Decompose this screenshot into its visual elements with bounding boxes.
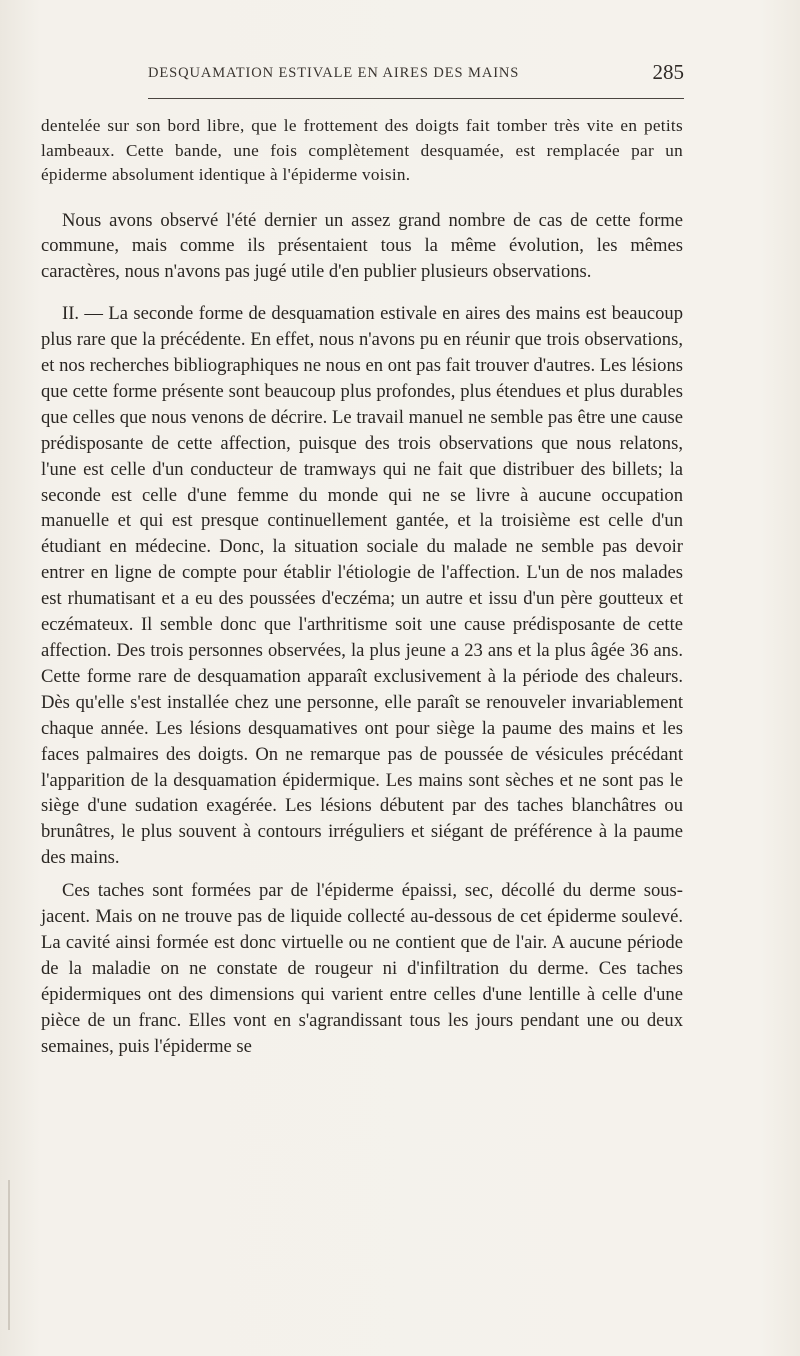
paragraph-second-form: II. — La seconde forme de desquamation estivale en aires des mains est beaucoup plus rare que la précédente. En effet, nous n'avons pu en réunir que trois observations, et nos recherches bibliographiques ne nous en ont pas fait trouver d'autres. Les lésions que cette forme présente sont beaucoup plus profondes, plus étendues et plus durables que celles que nous venons de décrire. Le travail manuel ne semble pas être une cause prédisposante de cette affection, puisque des trois observations que nous relatons, l'une est celle d'un conducteur de tramways qui ne fait que distribuer des billets; la seconde est celle d'une femme du monde qui ne se livre à aucune occupation manuelle et qui est presque continuellement gantée, et la troisième est celle d'un étudiant en médecine. Donc, la situation sociale du malade ne semble pas devoir entrer en ligne de compte pour établir l'étiologie de l'affection. L'un de nos malades est rhumatisant et a eu des poussées d'eczéma; un autre et issu d'un père goutteux et eczémateux. Il semble donc que l'arthritisme soit une cause prédisposante de cette affection. Des trois personnes observées, la plus jeune a 23 ans et la plus âgée 36 ans. Cette forme rare de desquamation apparaît exclusivement à la période des chaleurs. Dès qu'elle s'est installée chez une personne, elle paraît se renouveler invariablement chaque année. Les lésions desquamatives ont pour siège la paume des mains et les faces palmaires des doigts. On ne remarque pas de poussée de vésicules précédant l'apparition de la desquamation épidermique. Les mains sont sèches et ne sont pas le siège d'une sudation exagérée. Les lésions débutent par des taches blanchâtres ou brunâtres, le plus souvent à contours irréguliers et siégant de préférence à la paume des mains. [41,303,683,869]
running-head: DESQUAMATION ESTIVALE EN AIRES DES MAINS [148,65,520,81]
header-rule [148,98,684,99]
paragraph-continuation: dentelée sur son bord libre, que le frottement des doigts fait tomber très vite en petits lambeaux. Cette bande, une fois complètement desquamée, est remplacée par un épiderme absolument identique à l'épiderme voisin. [41,116,683,184]
paragraph-common-form: Nous avons observé l'été dernier un assez grand nombre de cas de cette forme commune, mais comme ils présentaient tous la même évolution, les mêmes caractères, nous n'avons pas jugé utile d'en publier plusieurs observations. [41,209,683,283]
page-edge-shadow [8,1180,10,1330]
body-text [41,114,683,1060]
paragraph-spots-description: Ces taches sont formées par de l'épiderme épaissi, sec, décollé du derme sous-jacent. Mais on ne trouve pas de liquide collecté au-dessous de cet épiderme soulevé. La cavité ainsi formée est donc virtuelle ou ne contient que de l'air. A aucune période de la maladie on ne constate de rougeur ni d'infiltration du derme. Ces taches épidermiques ont des dimensions qui varient entre celles d'une lentille à celle d'une pièce de un franc. Elles vont en s'agrandissant tous les jours pendant une ou deux semaines, puis l'épiderme se [41,880,683,1057]
page-number: 285 [652,60,684,84]
page-header [148,62,684,88]
